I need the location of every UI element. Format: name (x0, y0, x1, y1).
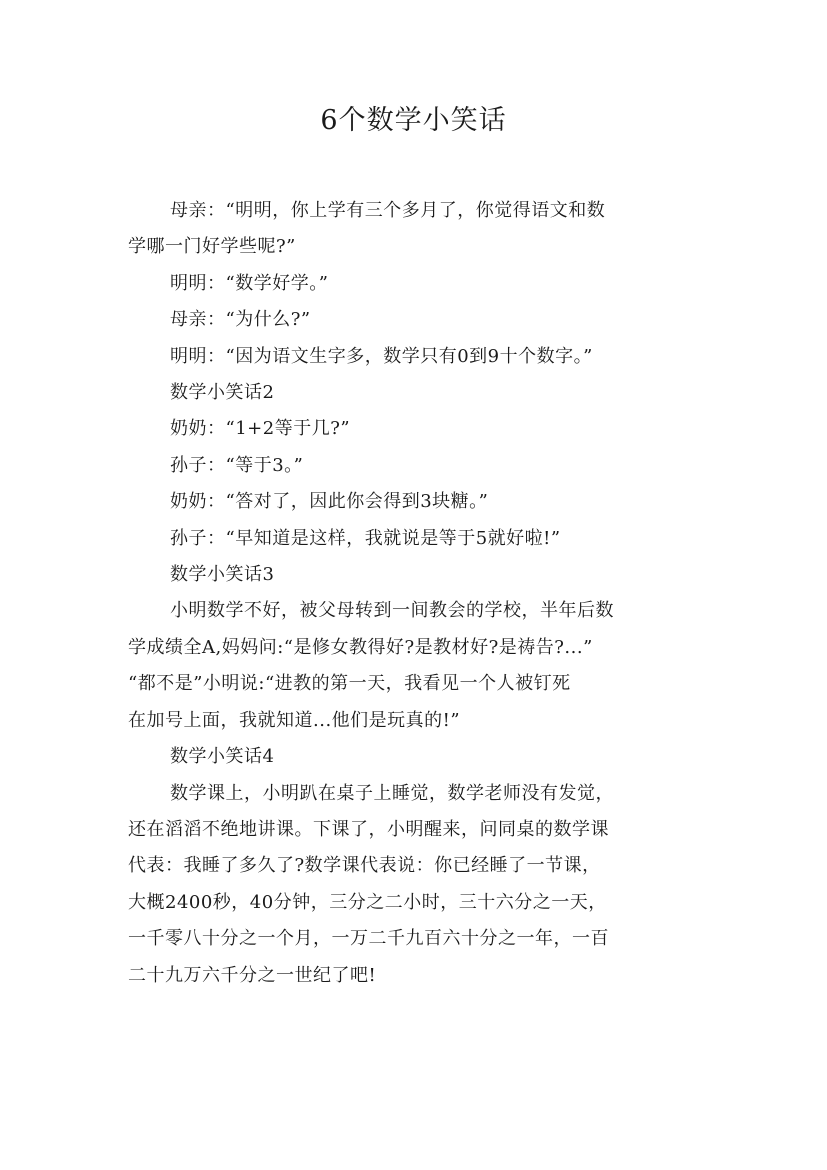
joke-1-dialogue-opening (128, 193, 706, 266)
joke-1-line-2: 明明：“数学好学。” (170, 272, 329, 294)
joke-3-paragraph (128, 593, 706, 739)
text-line: 二十九万六千分之一世纪了吧! (128, 964, 377, 986)
text-line: “都不是”小明说:“进教的第一天，我看见一个人被钉死 (128, 673, 571, 695)
joke-2-line-2: 孙子：“等于3。” (170, 454, 304, 476)
joke-2-line-1: 奶奶：“1+2等于几?” (170, 418, 351, 440)
text-line: 还在滔滔不绝地讲课。下课了，小明醒来，问同桌的数学课 (128, 818, 609, 840)
text-line: 代表：我睡了多久了?数学课代表说：你已经睡了一节课， (128, 855, 601, 877)
text-line: 在加号上面，我就知道...他们是玩真的!” (128, 709, 461, 731)
joke-4-paragraph (128, 776, 706, 994)
joke-4-heading: 数学小笑话4 (170, 746, 275, 768)
joke-1-line-4: 明明：“因为语文生字多，数学只有0到9十个数字。” (170, 345, 593, 367)
text-line: 数学课上，小明趴在桌子上睡觉，数学老师没有发觉， (170, 782, 614, 804)
joke-1-line-3: 母亲：“为什么?” (170, 309, 311, 331)
text-line: 小明数学不好，被父母转到一间教会的学校，半年后数 (170, 600, 614, 622)
text-line: 大概2400秒，40分钟，三分之二小时，三十六分之一天， (128, 891, 607, 913)
joke-2-line-3: 奶奶：“答对了，因此你会得到3块糖。” (170, 491, 489, 513)
text-line: 母亲：“明明，你上学有三个多月了，你觉得语文和数 (170, 200, 606, 221)
document-body (128, 193, 706, 994)
joke-2-heading: 数学小笑话2 (170, 382, 275, 404)
document-title: 6个数学小笑话 (320, 105, 507, 136)
joke-3-heading: 数学小笑话3 (170, 564, 275, 586)
text-line: 学成绩全A,妈妈问:“是修女教得好?是教材好?是祷告?...” (128, 636, 593, 658)
text-line: 学哪一门好学些呢?” (128, 236, 296, 258)
joke-2-line-4: 孙子：“早知道是这样，我就说是等于5就好啦!” (170, 527, 561, 549)
text-line: 一千零八十分之一个月，一万二千九百六十分之一年，一百 (128, 928, 609, 950)
